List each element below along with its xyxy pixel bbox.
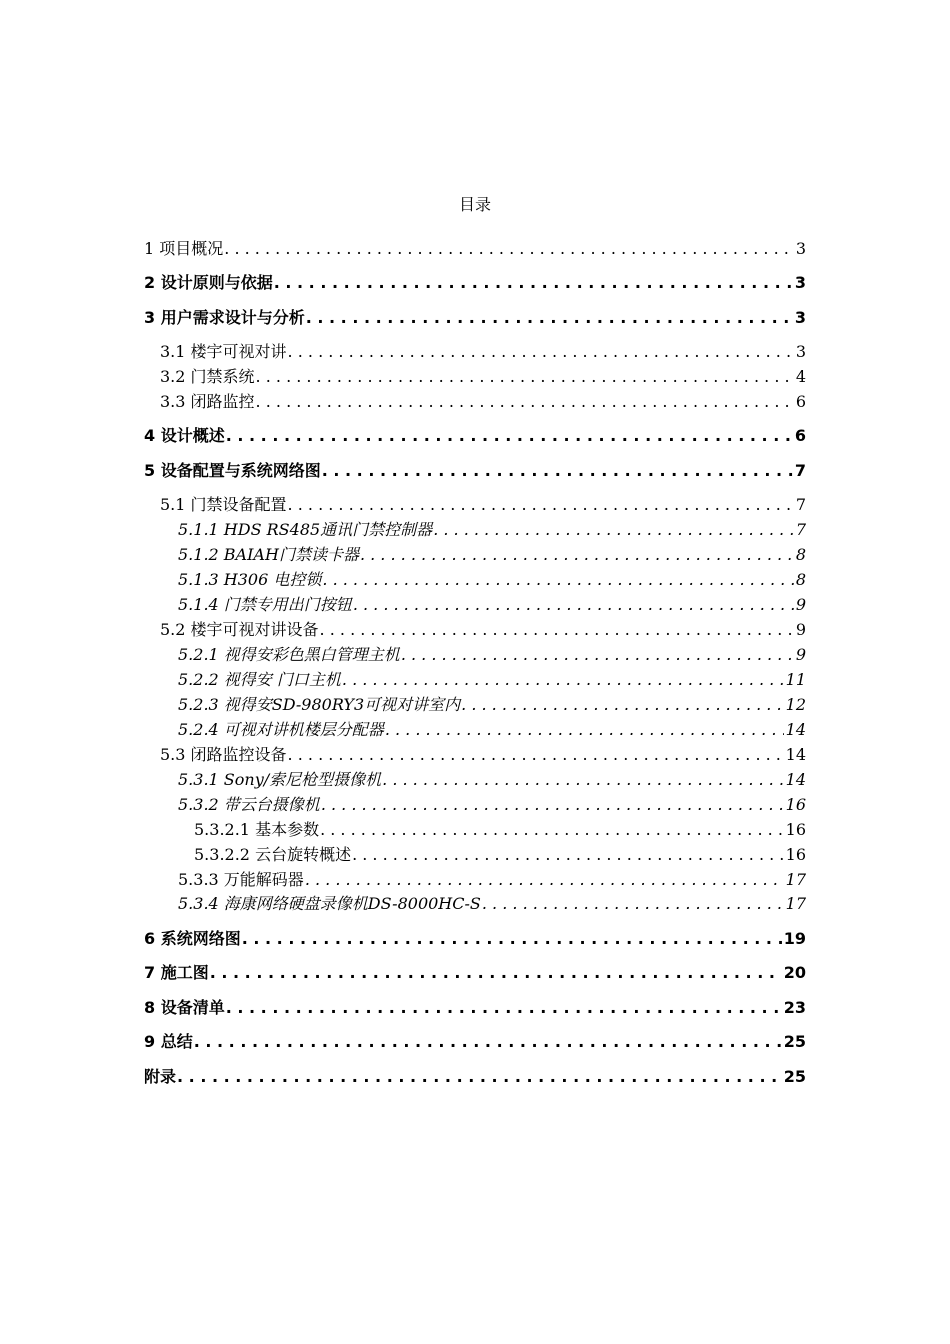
- dot-leader: [304, 869, 784, 891]
- toc-entry[interactable]: [0, 744, 806, 766]
- toc-entry-page: 3: [795, 239, 806, 258]
- toc-entry-label: 2 设计原则与依据: [144, 273, 273, 292]
- toc-entry-page: 19: [783, 929, 806, 948]
- dot-leader: [255, 391, 794, 413]
- toc-entry-label: 3.1 楼宇可视对讲: [160, 342, 287, 361]
- toc-entry[interactable]: [0, 962, 806, 984]
- toc-entry-label: 5.3.1 Sony/索尼枪型摄像机: [178, 770, 382, 789]
- toc-entry-page: 9: [795, 620, 806, 639]
- toc-entry-label: 5.3 闭路监控设备: [160, 745, 287, 764]
- toc-entry-label: 5.1.2 BAIAH门禁读卡器: [178, 545, 359, 564]
- toc-entry-label: 5.3.3 万能解码器: [178, 870, 304, 889]
- toc-entry-label: 3 用户需求设计与分析: [144, 308, 305, 327]
- toc-entry-page: 3: [795, 342, 806, 361]
- toc-entry[interactable]: [0, 425, 806, 447]
- toc-entry-label: 5.1.4 门禁专用出门按钮: [178, 595, 352, 614]
- dot-leader: [287, 494, 794, 516]
- toc-entry-label: 9 总结: [144, 1032, 193, 1051]
- toc-entry-label: 8 设备清单: [144, 998, 225, 1017]
- dot-leader: [351, 844, 784, 866]
- dot-leader: [305, 307, 793, 329]
- toc-entry-label: 5.1.1 HDS RS485通讯门禁控制器: [178, 520, 433, 539]
- toc-entry[interactable]: [0, 544, 806, 566]
- toc-entry-page: 6: [794, 426, 806, 445]
- toc-entry[interactable]: [0, 719, 806, 741]
- toc-entry-label: 3.2 门禁系统: [160, 367, 255, 386]
- toc-entry-label: 6 系统网络图: [144, 929, 241, 948]
- toc-entry-label: 5.3.2.1 基本参数: [194, 820, 320, 839]
- dot-leader: [341, 669, 784, 691]
- dot-leader: [320, 794, 784, 816]
- toc-entry-label: 4 设计概述: [144, 426, 225, 445]
- toc-entry-label: 5.1 门禁设备配置: [160, 495, 287, 514]
- toc-entry-page: 3: [794, 308, 806, 327]
- dot-leader: [241, 928, 782, 950]
- toc-entry-page: 25: [783, 1032, 806, 1051]
- toc-entry[interactable]: [0, 307, 806, 329]
- toc-entry-page: 9: [795, 595, 806, 614]
- toc-entry-page: 20: [783, 963, 806, 982]
- toc-entry[interactable]: [0, 519, 806, 541]
- toc-entry[interactable]: [0, 928, 806, 950]
- dot-leader: [319, 819, 784, 841]
- dot-leader: [287, 744, 784, 766]
- toc-entry-label: 3.3 闭路监控: [160, 392, 255, 411]
- dot-leader: [209, 962, 782, 984]
- toc-entry-page: 14: [785, 770, 806, 789]
- toc-entry-label: 7 施工图: [144, 963, 209, 982]
- toc-entry-label: 5.3.2.2 云台旋转概述: [194, 845, 352, 864]
- toc-entry-page: 3: [794, 273, 806, 292]
- toc-entry-label: 1 项目概况: [144, 239, 224, 258]
- toc-entry[interactable]: [0, 1066, 806, 1088]
- toc-entry-page: 7: [794, 461, 806, 480]
- toc-entry-label: 5.2.1 视得安彩色黑白管理主机: [178, 645, 400, 664]
- toc-entry[interactable]: [0, 794, 806, 816]
- toc-entry-page: 17: [785, 870, 806, 889]
- toc-entry-page: 16: [785, 820, 806, 839]
- toc-entry-page: 8: [795, 570, 806, 589]
- toc-entry[interactable]: [0, 341, 806, 363]
- toc-entry-page: 16: [785, 795, 806, 814]
- toc-entry[interactable]: [0, 669, 806, 691]
- toc-entry-page: 4: [795, 367, 806, 386]
- dot-leader: [352, 594, 794, 616]
- toc-entry[interactable]: [0, 494, 806, 516]
- toc-entry[interactable]: [0, 594, 806, 616]
- toc-entry[interactable]: [0, 644, 806, 666]
- toc-entry-page: 7: [795, 495, 806, 514]
- dot-leader: [481, 893, 784, 915]
- toc-entry[interactable]: [0, 819, 806, 841]
- dot-leader: [384, 719, 784, 741]
- toc-entry[interactable]: [0, 619, 806, 641]
- toc-entry-label: 附录: [144, 1067, 177, 1086]
- toc-entry-page: 8: [795, 545, 806, 564]
- dot-leader: [321, 569, 793, 591]
- dot-leader: [225, 425, 793, 447]
- dot-leader: [223, 238, 794, 260]
- dot-leader: [225, 997, 782, 1019]
- toc-entry[interactable]: [0, 238, 806, 260]
- toc-entry[interactable]: [0, 694, 806, 716]
- toc-title: 目录: [458, 195, 491, 214]
- toc-entry[interactable]: [0, 997, 806, 1019]
- toc-entry-label: 5.3.2 带云台摄像机: [178, 795, 320, 814]
- toc-entry-label: 5.2.3 视得安SD-980RY3可视对讲室内: [178, 695, 461, 714]
- toc-entry-page: 12: [785, 695, 806, 714]
- toc-entry-page: 23: [783, 998, 806, 1017]
- toc-entry[interactable]: [0, 391, 806, 413]
- dot-leader: [255, 366, 794, 388]
- toc-entry-page: 7: [795, 520, 806, 539]
- dot-leader: [359, 544, 794, 566]
- toc-entry-page: 6: [795, 392, 806, 411]
- toc-entry[interactable]: [0, 272, 806, 294]
- toc-entry-label: 5.2.4 可视对讲机楼层分配器: [178, 720, 384, 739]
- toc-entry[interactable]: [0, 844, 806, 866]
- toc-entry[interactable]: [0, 893, 806, 915]
- toc-entry-label: 5.2 楼宇可视对讲设备: [160, 620, 319, 639]
- dot-leader: [273, 272, 793, 294]
- dot-leader: [432, 519, 794, 541]
- toc-entry-page: 16: [785, 845, 806, 864]
- dot-leader: [460, 694, 784, 716]
- dot-leader: [193, 1031, 782, 1053]
- toc-entry-page: 17: [785, 894, 806, 913]
- toc-entry-label: 5.1.3 H306 电控锁: [178, 570, 322, 589]
- toc-entry-label: 5 设备配置与系统网络图: [144, 461, 321, 480]
- dot-leader: [319, 619, 794, 641]
- toc-entry-page: 25: [783, 1067, 806, 1086]
- toc-entry[interactable]: [0, 769, 806, 791]
- dot-leader: [321, 460, 793, 482]
- toc-entry[interactable]: [0, 569, 806, 591]
- toc-entry[interactable]: [0, 1031, 806, 1053]
- toc-entry-label: 5.2.2 视得安 门口主机: [178, 670, 341, 689]
- dot-leader: [176, 1066, 782, 1088]
- toc-entry-label: 5.3.4 海康网络硬盘录像机DS-8000HC-S: [178, 894, 481, 913]
- dot-leader: [400, 644, 794, 666]
- dot-leader: [287, 341, 794, 363]
- toc-entry[interactable]: [0, 869, 806, 891]
- toc-entry-page: 9: [795, 645, 806, 664]
- dot-leader: [381, 769, 784, 791]
- toc-entry-page: 11: [785, 670, 806, 689]
- toc-entry-page: 14: [785, 745, 806, 764]
- toc-entry[interactable]: [0, 366, 806, 388]
- toc-entry[interactable]: [0, 460, 806, 482]
- toc-entry-page: 14: [785, 720, 806, 739]
